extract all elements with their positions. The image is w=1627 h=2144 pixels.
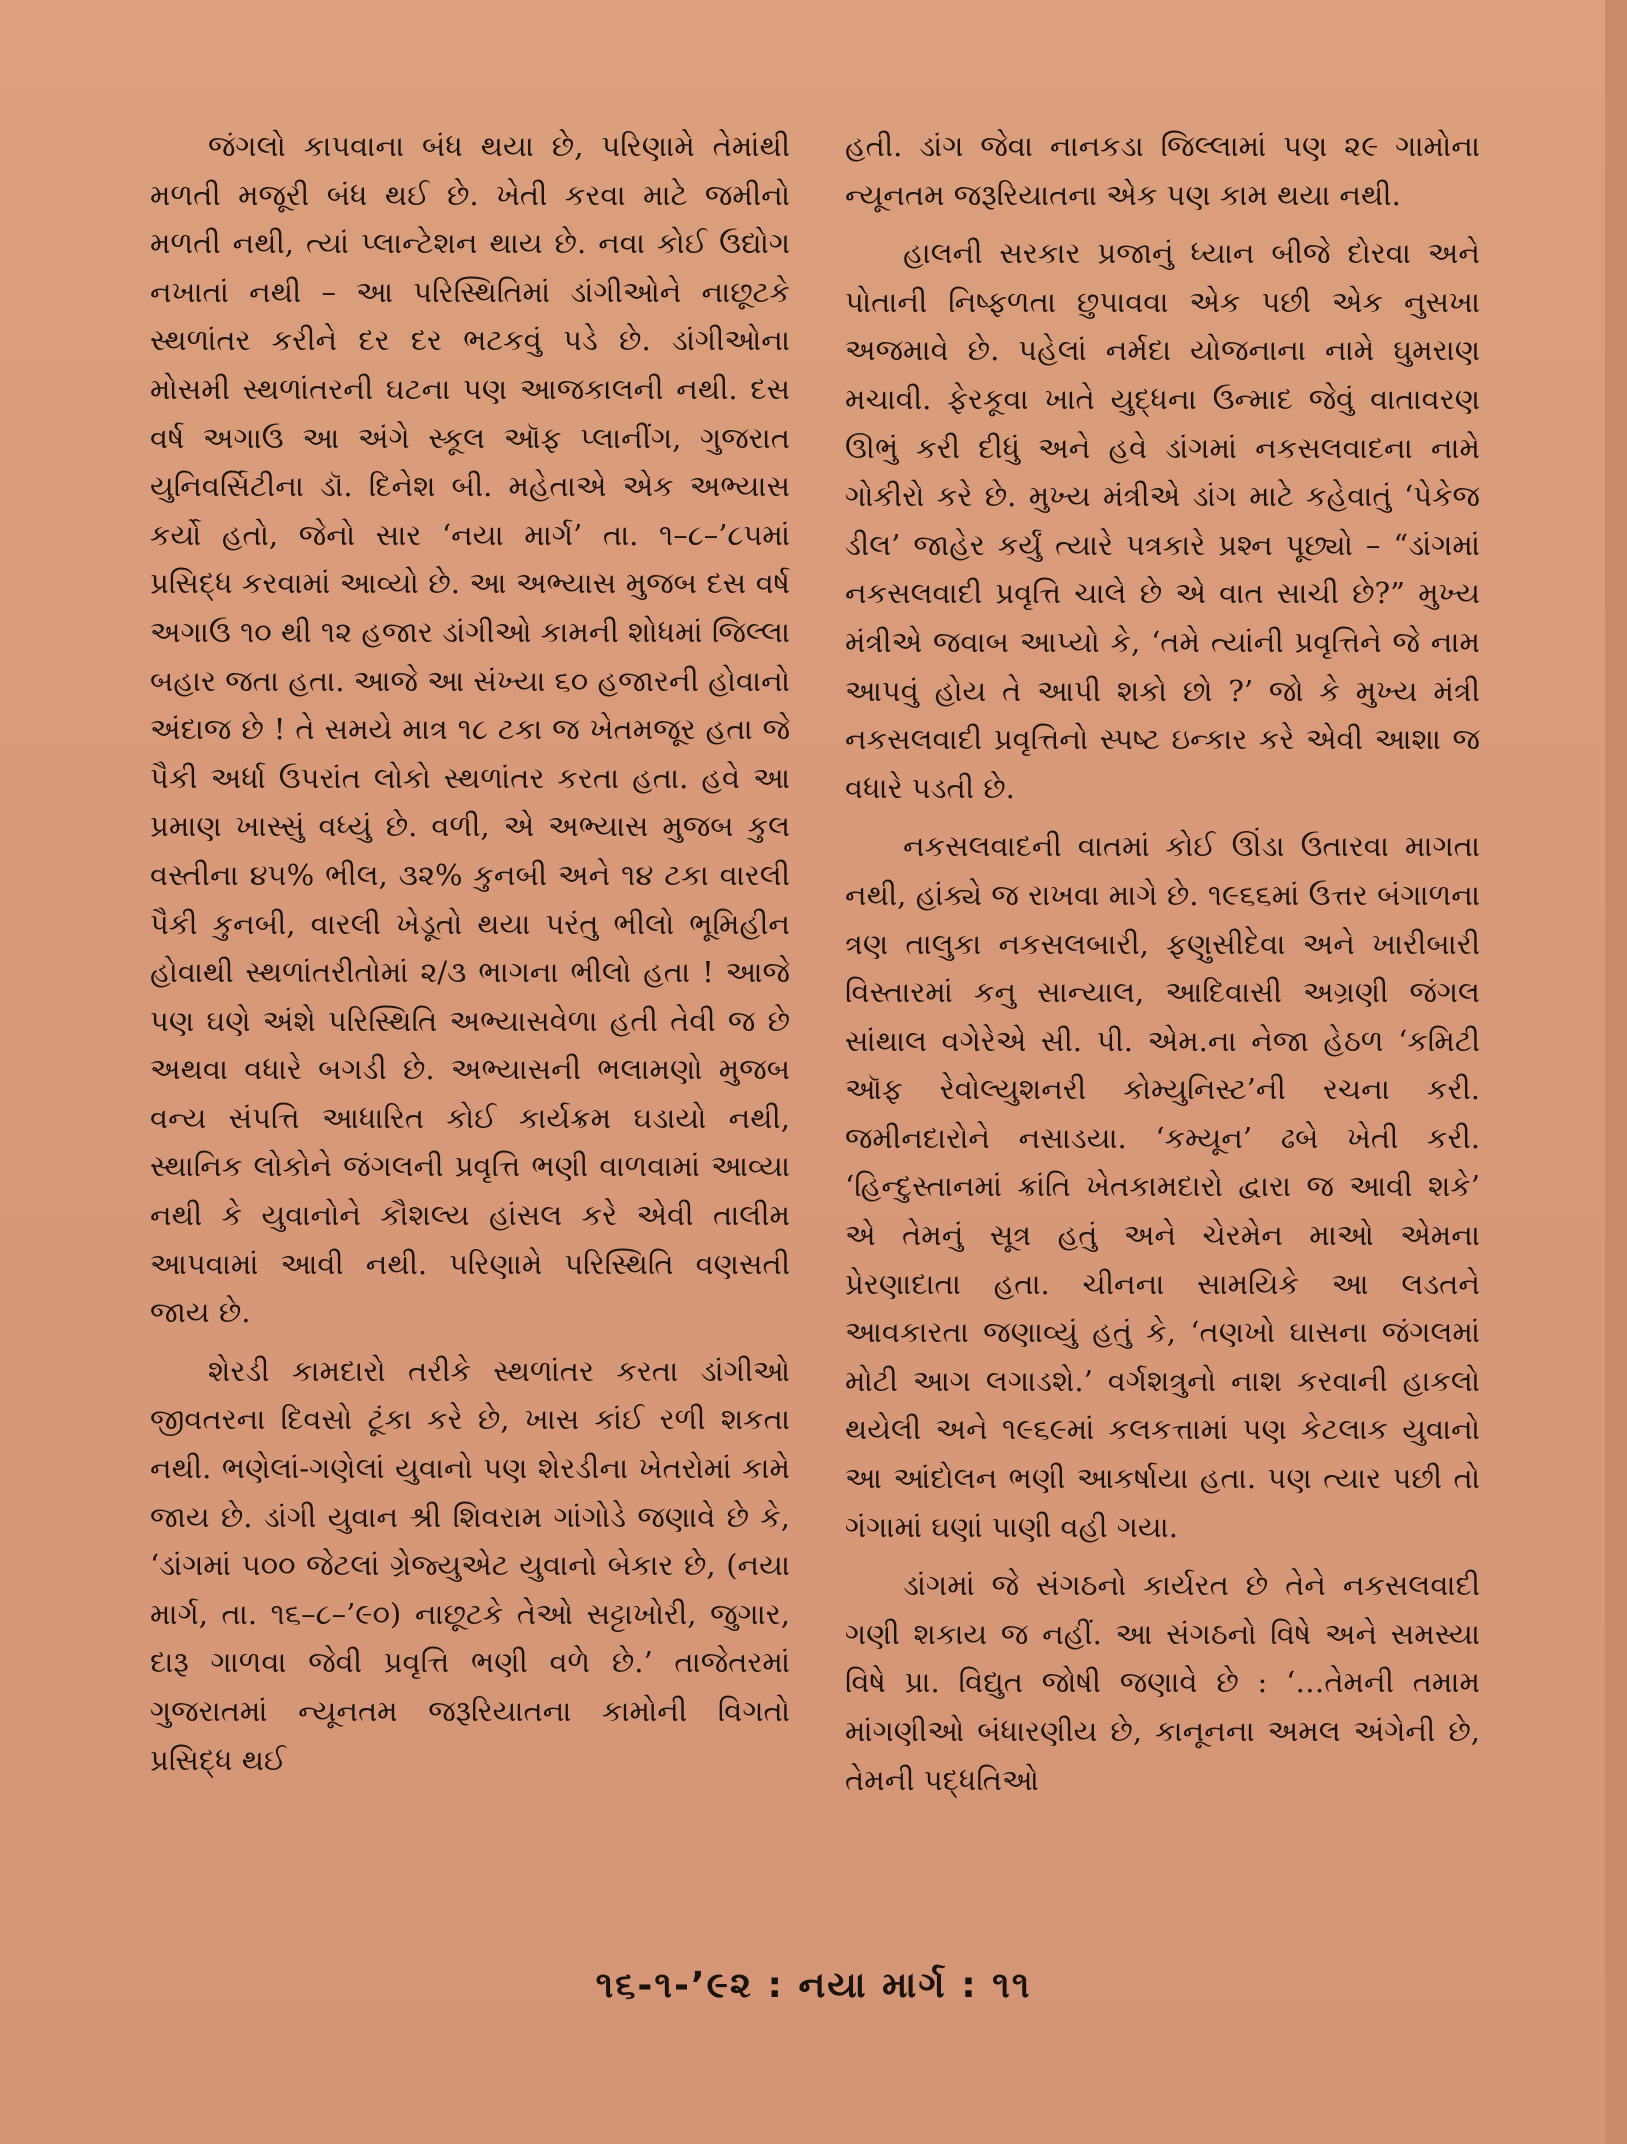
right-paragraph-3: નકસલવાદની વાતમાં કોઈ ઊંડા ઉતારવા માગતા નથી, હાંક્યે જ રાખવા માગે છે. ૧૯૬૬માં ઉત્તર બંગાળના ત્રણ તાલુકા નકસલબારી, ફણુસીદેવા અને ખારીબારી વિસ્તારમાં કનુ સાન્યાલ, આદિવાસી અગ્રણી જંગલ સાંથાલ વગેરેએ સી. પી. એમ.ના નેજા હેઠળ ‘કમિટી ઑફ રેવોલ્યુશનરી કોમ્યુનિસ્ટ’ની રચના કરી. જમીનદારોને નસાડયા. ‘કમ્યૂન’ ઢબે ખેતી કરી. ‘હિન્દુસ્તાનમાં ક્રાંતિ ખેતકામદારો દ્વારા જ આવી શકે’ એ તેમનું સૂત્ર હતું અને ચેરમેન માઓ એમના પ્રેરણાદાતા હતા. ચીનના સામયિકે આ લડતને આવકારતા જણાવ્યું હતું કે, ‘તણખો ઘાસના જંગલમાં મોટી આગ લગાડશે.’ વર્ગશત્રુનો નાશ કરવાની હાકલો થયેલી અને ૧૯૬૯માં કલકત્તામાં પણ કેટલાક યુવાનો આ આંદોલન ભણી આકર્ષાયા હતા. પણ ત્યાર પછી તો ગંગામાં ઘણાં પાણી વહી ગયા. — [845, 829, 1480, 1544]
left-column — [150, 122, 790, 1784]
right-paragraph-2: હાલની સરકાર પ્રજાનું ધ્યાન બીજે દોરવા અને પોતાની નિષ્ફળતા છુપાવવા એક પછી એક નુસખા અજમાવે છે. પહેલાં નર્મદા યોજનાના નામે ઘુમરાણ મચાવી. ફેરકૂવા ખાતે યુદ્ધના ઉન્માદ જેવું વાતાવરણ ઊભું કરી દીધું અને હવે ડાંગમાં નકસલવાદના નામે ગોકીરો કરે છે. મુખ્ય મંત્રીએ ડાંગ માટે કહેવાતું ‘પેકેજ ડીલ’ જાહેર કર્યું ત્યારે પત્રકારે પ્રશ્ન પૂછ્યો – “ડાંગમાં નકસલવાદી પ્રવૃત્તિ ચાલે છે એ વાત સાચી છે?” મુખ્ય મંત્રીએ જવાબ આપ્યો કે, ‘તમે ત્યાંની પ્રવૃત્તિને જે નામ આપવું હોય તે આપી શકો છો ?’ જો કે મુખ્ય મંત્રી નકસલવાદી પ્રવૃત્તિનો સ્પષ્ટ ઇન્કાર કરે એવી આશા જ વધારે પડતી છે. — [845, 236, 1480, 805]
right-paragraph-1: હતી. ડાંગ જેવા નાનકડા જિલ્લામાં પણ ૨૯ ગામોના ન્યૂનતમ જરૂરિયાતના એક પણ કામ થયા નથી. — [845, 129, 1480, 212]
page-footer: ૧૬-૧-’૯૨ : નયા માર્ગ : ૧૧ — [595, 1965, 1032, 2006]
left-paragraph-2: શેરડી કામદારો તરીકે સ્થળાંતર કરતા ડાંગીઓ જીવતરના દિવસો ટૂંકા કરે છે, ખાસ કાંઈ રળી શકતા નથી. ભણેલાં-ગણેલાં યુવાનો પણ શેરડીના ખેતરોમાં કામે જાય છે. ડાંગી યુવાન શ્રી શિવરામ ગાંગોડે જણાવે છે કે, ‘ડાંગમાં ૫૦૦ જેટલાં ગ્રેજ્યુએટ યુવાનો બેકાર છે, (નયા માર્ગ, તા. ૧૬–૮–’૯૦) નાછૂટકે તેઓ સટ્ટાખોરી, જુગાર, દારૂ ગાળવા જેવી પ્રવૃત્તિ ભણી વળે છે.’ તાજેતરમાં ગુજરાતમાં ન્યૂનતમ જરૂરિયાતના કામોની વિગતો પ્રસિદ્ધ થઈ — [150, 1353, 790, 1777]
right-paragraph-4: ડાંગમાં જે સંગઠનો કાર્યરત છે તેને નકસલવાદી ગણી શકાય જ નહીં. આ સંગઠનો વિષે અને સમસ્યા વિષે પ્રા. વિદ્યુત જોષી જણાવે છે : ‘…તેમની તમામ માંગણીઓ બંધારણીય છે, કાનૂનના અમલ અંગેની છે, તેમની પદ્ધતિઓ — [845, 1568, 1480, 1797]
page-edge-shadow — [1605, 0, 1627, 2144]
right-column — [845, 122, 1480, 1804]
left-paragraph-1: જંગલો કાપવાના બંધ થયા છે, પરિણામે તેમાંથી મળતી મજૂરી બંધ થઈ છે. ખેતી કરવા માટે જમીનો મળતી નથી, ત્યાં પ્લાન્ટેશન થાય છે. નવા કોઈ ઉદ્યોગ નખાતાં નથી – આ પરિસ્થિતિમાં ડાંગીઓને નાછૂટકે સ્થળાંતર કરીને દર દર ભટકવું પડે છે. ડાંગીઓના મોસમી સ્થળાંતરની ઘટના પણ આજકાલની નથી. દસ વર્ષ અગાઉ આ અંગે સ્કૂલ ઑફ પ્લાનીંગ, ગુજરાત યુનિવર્સિટીના ડૉ. દિનેશ બી. મહેતાએ એક અભ્યાસ કર્યો હતો, જેનો સાર ‘નયા માર્ગ’ તા. ૧–૮–’૮૫માં પ્રસિદ્ધ કરવામાં આવ્યો છે. આ અભ્યાસ મુજબ દસ વર્ષ અગાઉ ૧૦ થી ૧૨ હજાર ડાંગીઓ કામની શોધમાં જિલ્લા બહાર જતા હતા. આજે આ સંખ્યા ૬૦ હજારની હોવાનો અંદાજ છે ! તે સમયે માત્ર ૧૮ ટકા જ ખેતમજૂર હતા જે પૈકી અર્ધા ઉપરાંત લોકો સ્થળાંતર કરતા હતા. હવે આ પ્રમાણ ખાસ્સું વધ્યું છે. વળી, એ અભ્યાસ મુજબ કુલ વસ્તીના ૪૫% ભીલ, ૩૨% કુનબી અને ૧૪ ટકા વારલી પૈકી કુનબી, વારલી ખેડૂતો થયા પરંતુ ભીલો ભૂમિહીન હોવાથી સ્થળાંતરીતોમાં ૨/૩ ભાગના ભીલો હતા ! આજે પણ ઘણે અંશે પરિસ્થિતિ અભ્યાસવેળા હતી તેવી જ છે અથવા વધારે બગડી છે. અભ્યાસની ભલામણો મુજબ વન્ય સંપત્તિ આધારિત કોઈ કાર્યક્રમ ઘડાયો નથી, સ્થાનિક લોકોને જંગલની પ્રવૃત્તિ ભણી વાળવામાં આવ્યા નથી કે યુવાનોને કૌશલ્ય હાંસલ કરે એવી તાલીમ આપવામાં આવી નથી. પરિણામે પરિસ્થિતિ વણસતી જાય છે. — [150, 129, 790, 1330]
